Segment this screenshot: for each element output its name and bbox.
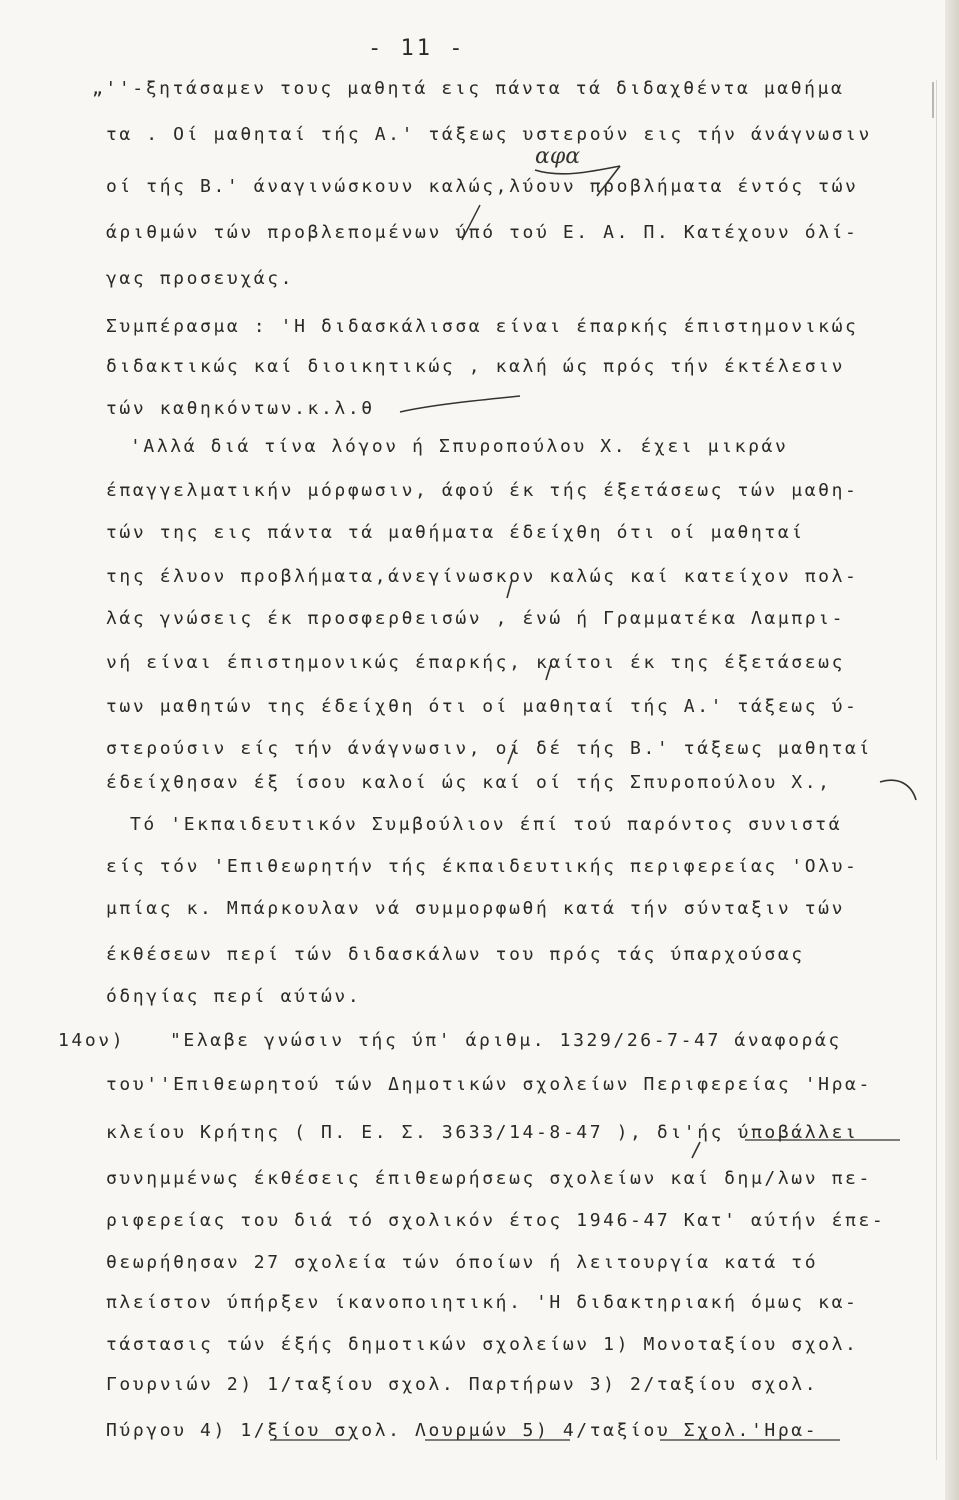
text-line-22: όδηγίας περί αύτών.	[106, 986, 362, 1007]
text-line-30: τάστασις τών έξής δημοτικών σχολείων 1) Μονοταξίου σχολ.	[106, 1334, 859, 1355]
text-line-9: 'Αλλά διά τίνα λόγον ή Σπυροπούλου Χ. έχει μικράν	[130, 436, 789, 457]
text-line-10: έπαγγελματικήν μόρφωσιν, άφού έκ τής έξετάσεως τών μαθη-	[106, 480, 859, 501]
text-line-13: λάς γνώσεις έκ προσφερθεισών , ένώ ή Γραμματέκα Λαμπρι-	[106, 608, 846, 629]
text-line-12: της έλυον προβλήματα,άνεγίνωσκον καλώς καί κατείχον πολ-	[106, 566, 859, 587]
text-line-16: στερούσιν είς τήν άνάγνωσιν, οί δέ τής Β.' τάξεως μαθηταί	[106, 738, 872, 759]
binding-line	[936, 80, 937, 1460]
text-line-19: είς τόν 'Επιθεωρητήν τής έκπαιδευτικής περιφερείας 'Ολυ-	[106, 856, 859, 877]
text-line-31: Γουρνιών 2) 1/ταξίου σχολ. Παρτήρων 3) 2/ταξίου σχολ.	[106, 1374, 819, 1395]
text-line-24: του''Επιθεωρητού τών Δημοτικών σχολείων Περιφερείας 'Ηρα-	[106, 1074, 872, 1095]
text-line-14: νή είναι έπιστημονικώς έπαρκής, καίτοι έκ της έξετάσεως	[106, 652, 846, 673]
text-line-7: διδακτικώς καί διοικητικώς , καλή ώς πρός τήν έκτέλεσιν	[106, 356, 846, 377]
page-number: - 11 -	[368, 36, 466, 61]
text-line-8: τών καθηκόντων.κ.λ.θ	[106, 398, 375, 419]
text-line-6: Συμπέρασμα : 'Η διδασκάλισσα είναι έπαρκής έπιστημονικώς	[106, 316, 859, 337]
handwritten-insertion: αφα	[535, 144, 581, 169]
text-line-21: έκθέσεων περί τών διδασκάλων του πρός τάς ύπαρχούσας	[106, 944, 805, 965]
text-line-20: μπίας κ. Μπάρκουλαν νά συμμορφωθή κατά τήν σύνταξιν τών	[106, 898, 846, 919]
text-line-11: τών της εις πάντα τά μαθήματα έδείχθη ότι οί μαθηταί	[106, 522, 805, 543]
text-line-29: πλείστον ύπήρξεν ίκανοποιητική. 'Η διδακτηριακή όμως κα-	[106, 1292, 859, 1313]
binding-edge	[945, 0, 959, 1500]
text-line-2: τα . Οί μαθηταί τής Α.' τάξεως υστερούν εις τήν άνάγνωσιν	[106, 124, 872, 145]
text-line-27: ριφερείας του διά τό σχολικόν έτος 1946-47 Κατ' αύτήν έπε-	[106, 1210, 886, 1231]
text-line-32: Πύργου 4) 1/ξίου σχολ. Λουρμών 5) 4/ταξίου Σχολ.'Ηρα-	[106, 1420, 819, 1441]
text-line-4: άριθμών τών προβλεπομένων ύπό τού Ε. Α. Π. Κατέχουν όλί-	[106, 222, 859, 243]
text-line-26: συνημμένως έκθέσεις έπιθεωρήσεως σχολείων καί δημ/λων πε-	[106, 1168, 872, 1189]
text-line-3: οί τής Β.' άναγινώσκουν καλώς,λύουν προβλήματα έντός τών	[106, 176, 859, 197]
text-line-18: Τό 'Εκπαιδευτικόν Συμβούλιον έπί τού παρόντος συνιστά	[130, 814, 843, 835]
text-line-25: κλείου Κρήτης ( Π. Ε. Σ. 3633/14-8-47 ), δι'ής ύποβάλλει	[106, 1122, 859, 1143]
text-line-28: θεωρήθησαν 27 σχολεία τών όποίων ή λειτουργία κατά τό	[106, 1252, 819, 1273]
item-number-label: 14ον)	[58, 1030, 126, 1051]
text-line-1: „''-ξητάσαμεν τους μαθητά εις πάντα τά διδαχθέντα μαθήμα	[92, 78, 845, 99]
text-line-15: των μαθητών της έδείχθη ότι οί μαθηταί τής Α.' τάξεως ύ-	[106, 696, 859, 717]
text-line-23: "Ελαβε γνώσιν τής ύπ' άριθμ. 1329/26-7-47 άναφοράς	[170, 1030, 842, 1051]
text-line-17: έδείχθησαν έξ ίσου καλοί ώς καί οί τής Σπυροπούλου Χ.,	[106, 772, 832, 793]
text-line-5: γας προσευχάς.	[106, 268, 295, 289]
